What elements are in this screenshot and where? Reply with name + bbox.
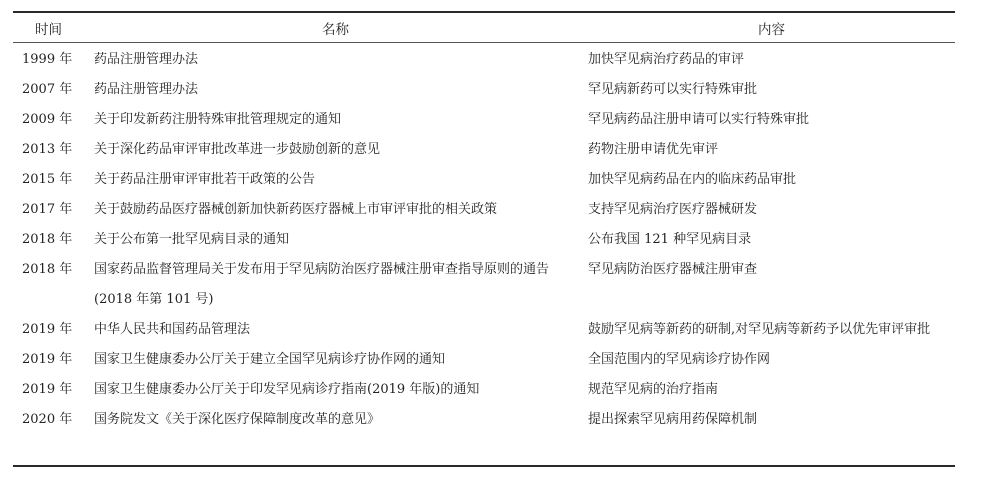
table-row [13,165,955,195]
cell-content: 药物注册申请优先审评 [588,142,719,157]
cell-name: 药品注册管理办法 [94,52,199,67]
table-row [13,135,955,165]
cell-time: 2007 年 [22,82,73,97]
cell-name: 关于印发新药注册特殊审批管理规定的通知 [94,112,342,127]
cell-name: 中华人民共和国药品管理法 [94,322,251,337]
table-row [13,255,955,315]
cell-name: 国务院发文《关于深化医疗保障制度改革的意见》 [94,412,381,427]
cell-name: 药品注册管理办法 [94,82,199,97]
cell-time: 2019 年 [22,382,73,397]
cell-content: 提出探索罕见病用药保障机制 [588,412,758,427]
cell-name: 关于深化药品审评审批改革进一步鼓励创新的意见 [94,142,381,157]
cell-content: 支持罕见病治疗医疗器械研发 [588,202,758,217]
table-row [13,105,955,135]
cell-time: 2019 年 [22,352,73,367]
table-top-rule [13,11,955,13]
cell-name: 国家卫生健康委办公厅关于建立全国罕见病诊疗协作网的通知 [94,352,446,367]
header-time: 时间 [35,22,62,38]
cell-content: 规范罕见病的治疗指南 [588,382,719,397]
cell-time: 2017 年 [22,202,73,217]
cell-time: 2020 年 [22,412,73,427]
cell-time: 2009 年 [22,112,73,127]
table-row [13,405,955,435]
cell-content: 全国范围内的罕见病诊疗协作网 [588,352,771,367]
table-row [13,195,955,225]
table-row [13,375,955,405]
cell-name: 关于公布第一批罕见病目录的通知 [94,232,290,247]
table-row [13,315,955,345]
cell-content: 罕见病防治医疗器械注册审查 [588,262,758,277]
table-row [13,345,955,375]
cell-content: 罕见病新药可以实行特殊审批 [588,82,758,97]
cell-content: 加快罕见病药品在内的临床药品审批 [588,172,797,187]
table-body [13,42,955,435]
cell-time: 2015 年 [22,172,73,187]
table-header [13,14,955,42]
table-row [13,75,955,105]
cell-name: 国家卫生健康委办公厅关于印发罕见病诊疗指南(2019 年版)的通知 [94,382,480,397]
header-content: 内容 [758,22,785,38]
table-row [13,42,955,75]
cell-time: 2018 年 [22,232,73,247]
cell-name: 关于药品注册审评审批若干政策的公告 [94,172,316,187]
policy-table [13,14,955,435]
table-header-row [13,14,955,42]
cell-content: 鼓励罕见病等新药的研制,对罕见病等新药予以优先审评审批 [588,322,931,337]
cell-name: 国家药品监督管理局关于发布用于罕见病防治医疗器械注册审查指导原则的通告(2018 年第 101 号) [94,262,550,307]
cell-time: 2018 年 [22,262,73,277]
cell-name: 关于鼓励药品医疗器械创新加快新药医疗器械上市审评审批的相关政策 [94,202,498,217]
table-bottom-rule [13,465,955,467]
cell-content: 罕见病药品注册申请可以实行特殊审批 [588,112,810,127]
cell-time: 1999 年 [22,52,73,67]
cell-content: 加快罕见病治疗药品的审评 [588,52,745,67]
cell-content: 公布我国 121 种罕见病目录 [588,232,752,247]
cell-time: 2013 年 [22,142,73,157]
cell-time: 2019 年 [22,322,73,337]
header-name: 名称 [322,22,349,38]
table-row [13,225,955,255]
